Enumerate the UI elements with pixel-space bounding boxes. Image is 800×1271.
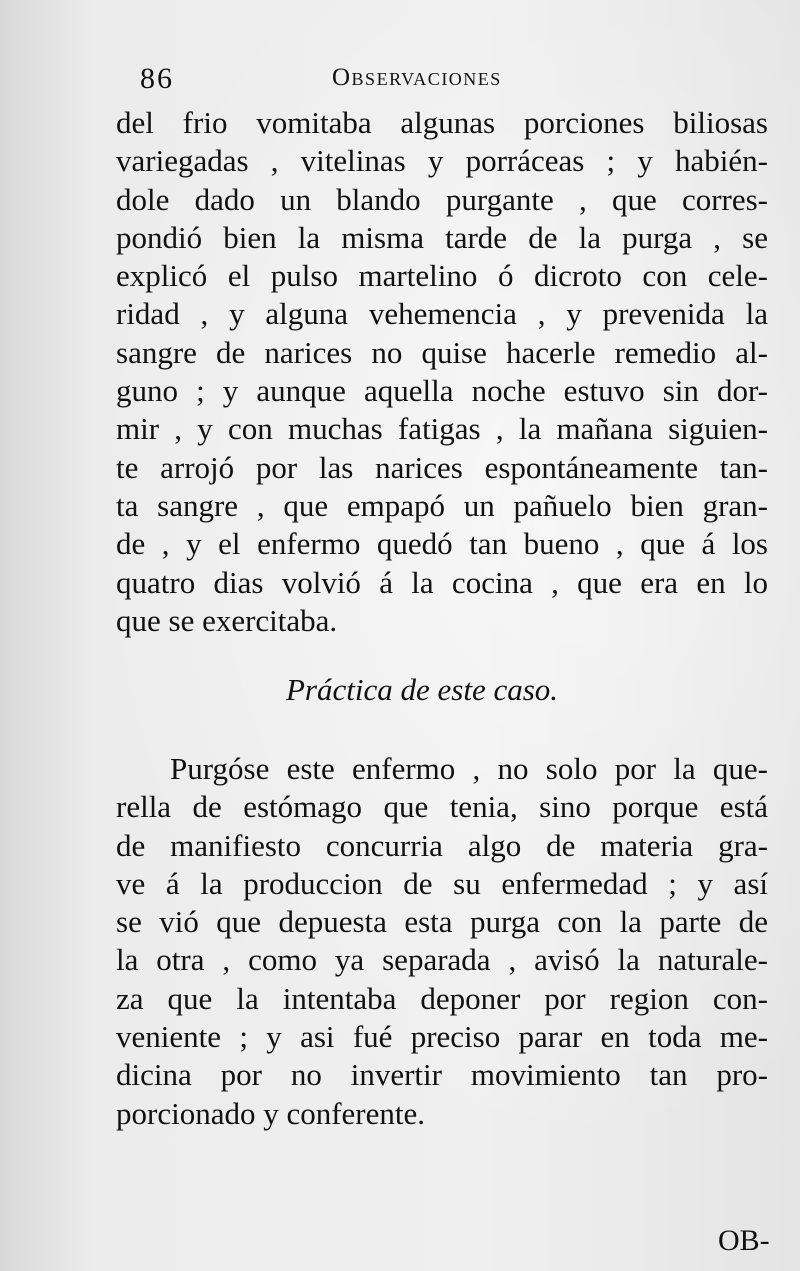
text-line: dicina por no invertir movimiento tan pro- xyxy=(116,1057,768,1093)
text-line: mir , y con muchas fatigas , la mañana siguien- xyxy=(116,411,768,447)
text-line: que se exercitaba. xyxy=(116,602,338,638)
page-number: 86 xyxy=(140,62,174,95)
text-line: Purgóse este enfermo , no solo por la que- xyxy=(170,751,768,786)
running-head: Observaciones xyxy=(332,64,502,91)
text-line: ridad , y alguna vehemencia , y prevenida la xyxy=(116,296,768,332)
text-line: te arrojó por las narices espontáneamente tan- xyxy=(116,449,768,485)
text-line: variegadas , vitelinas y porráceas ; y habién- xyxy=(116,143,768,179)
paragraph-case-practice xyxy=(116,750,768,1133)
paragraph-case-narrative xyxy=(116,104,768,640)
text-line: veniente ; y asi fué preciso parar en toda me- xyxy=(116,1019,768,1055)
text-line: ta sangre , que empapó un pañuelo bien gran- xyxy=(116,487,768,523)
text-line: sangre de narices no quise hacerle remedio al- xyxy=(116,334,768,370)
text-line: rella de estómago que tenia, sino porque está xyxy=(116,789,768,825)
page-header xyxy=(140,62,570,102)
text-line: pondió bien la misma tarde de la purga , se xyxy=(116,219,768,255)
section-heading: Práctica de este caso. xyxy=(286,672,559,707)
text-line: explicó el pulso martelino ó dicroto con cele- xyxy=(116,258,768,294)
text-line: dole dado un blando purgante , que corres- xyxy=(116,181,768,217)
text-line: quatro dias volvió á la cocina , que era en lo xyxy=(116,564,768,600)
text-line: se vió que depuesta esta purga con la parte de xyxy=(116,904,768,940)
text-line: porcionado y conferente. xyxy=(116,1095,426,1131)
text-line: la otra , como ya separada , avisó la naturale- xyxy=(116,942,768,978)
text-line: guno ; y aunque aquella noche estuvo sin dor- xyxy=(116,373,768,409)
catchword: OB- xyxy=(718,1224,770,1257)
text-line: de manifiesto concurria algo de materia gra- xyxy=(116,827,768,863)
text-line: za que la intentaba deponer por region con- xyxy=(116,980,768,1016)
text-line: ve á la produccion de su enfermedad ; y así xyxy=(116,865,768,901)
text-line: del frio vomitaba algunas porciones biliosas xyxy=(116,105,768,140)
text-line: de , y el enfermo quedó tan bueno , que á los xyxy=(116,526,768,562)
